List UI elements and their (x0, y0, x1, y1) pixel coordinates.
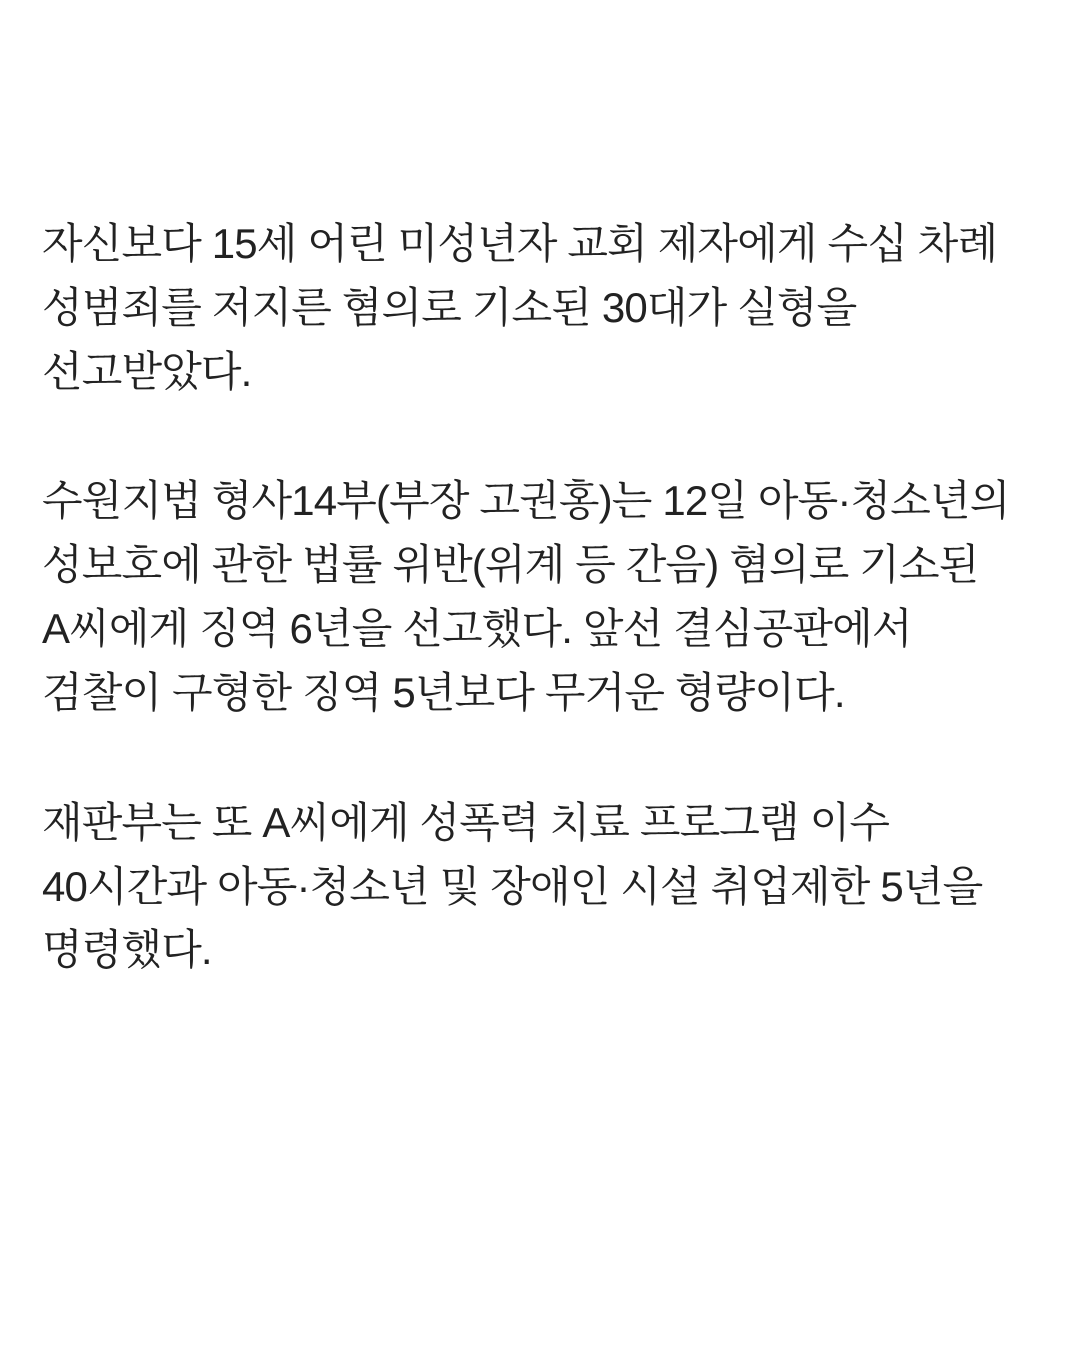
article-paragraph-3: 재판부는 또 A씨에게 성폭력 치료 프로그램 이수 40시간과 아동·청소년 및 장애인 시설 취업제한 5년을 명령했다. (42, 798, 983, 974)
article-paragraph-2: 수원지법 형사14부(부장 고권홍)는 12일 아동·청소년의 성보호에 관한 법률 위반(위계 등 간음) 혐의로 기소된 A씨에게 징역 6년을 선고했다. 앞선 결심공판에서 검찰이 구형한 징역 5년보다 무거운 형량이다. (42, 477, 1010, 716)
article-paragraph-1: 자신보다 15세 어린 미성년자 교회 제자에게 수십 차례 성범죄를 저지른 혐의로 기소된 30대가 실형을 선고받았다. (42, 220, 998, 395)
